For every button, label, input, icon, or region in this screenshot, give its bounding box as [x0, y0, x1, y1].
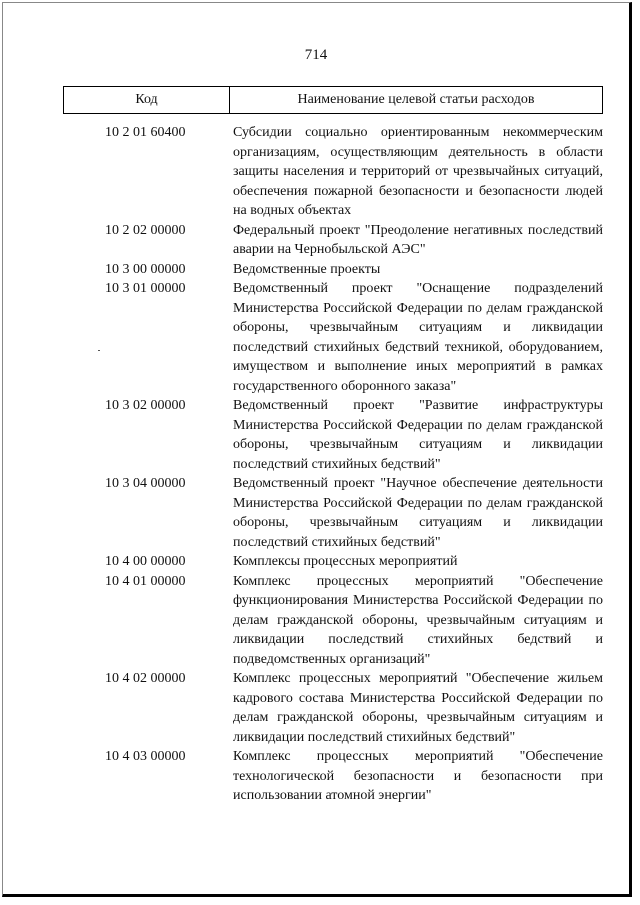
row-code: 10 2 01 60400 — [105, 125, 186, 140]
row-code: 10 3 04 00000 — [105, 476, 186, 491]
table-row — [63, 572, 603, 670]
row-code: 10 3 02 00000 — [105, 398, 186, 413]
table-row — [63, 747, 603, 806]
table-row — [63, 669, 603, 747]
document-page — [2, 2, 632, 897]
row-code: 10 4 01 00000 — [105, 573, 186, 589]
row-name: Ведомственный проект "Оснащение подразделений Министерства Российской Федерации по делам гражданской обороны, чрезвычайным ситуациям и ликвидации последствий стихийных бедствий техникой, оборудованием, имуществом и выполнение иных мероприятий в рамках государственного оборонного заказа" — [233, 281, 603, 394]
table-row — [63, 552, 603, 572]
table-row — [63, 474, 603, 552]
row-code: 10 4 02 00000 — [105, 671, 186, 686]
table-row — [63, 221, 603, 260]
table-row — [63, 396, 603, 474]
table-row — [63, 260, 603, 280]
row-name: Ведомственные проекты — [233, 261, 381, 277]
table-row — [63, 279, 603, 396]
table-body — [63, 123, 603, 806]
row-code: 10 2 02 00000 — [105, 222, 186, 238]
table-row — [63, 123, 603, 221]
row-name: Комплекс процессных мероприятий "Обеспечение технологической безопасности и безопасности при использовании атомной энергии" — [233, 749, 603, 803]
row-code: 10 4 03 00000 — [105, 749, 186, 764]
row-name: Федеральный проект "Преодоление негативных последствий аварии на Чернобыльской АЭС" — [233, 222, 603, 257]
header-name: Наименование целевой статьи расходов — [297, 92, 535, 107]
row-name: Ведомственный проект "Развитие инфраструктуры Министерства Российской Федерации по делам гражданской обороны, чрезвычайным ситуациям и ликвидации последствий стихийных бедствий" — [233, 398, 603, 472]
scan-speck — [98, 350, 100, 351]
row-code: 10 3 00 00000 — [105, 261, 186, 277]
row-name: Ведомственный проект "Научное обеспечение деятельности Министерства Российской Федерации по делам гражданской обороны, чрезвычайным ситуациям и ликвидации последствий стихийных бедствий" — [233, 476, 603, 550]
row-code: 10 4 00 00000 — [105, 554, 186, 569]
row-name: Комплексы процессных мероприятий — [233, 554, 458, 569]
header-code: Код — [64, 87, 230, 113]
row-code: 10 3 01 00000 — [105, 281, 186, 296]
table-header — [63, 86, 603, 114]
row-name: Комплекс процессных мероприятий "Обеспечение жильем кадрового состава Министерства Российской Федерации по делам гражданской обороны, чрезвычайным ситуациям и ликвидации последствий стихийных бедствий" — [233, 671, 603, 745]
row-name: Субсидии социально ориентированным некоммерческим организациям, осуществляющим деятельность в области защиты населения и территорий от чрезвычайных ситуаций, обеспечения пожарной безопасности и безопасности людей на водных объектах — [233, 125, 603, 218]
row-name: Комплекс процессных мероприятий "Обеспечение функционирования Министерства Российской Федерации по делам гражданской обороны, чрезвычайным ситуациям и ликвидации последствий стихийных бедствий и подведомственных организаций" — [233, 573, 603, 667]
page-number: 714 — [304, 47, 328, 63]
